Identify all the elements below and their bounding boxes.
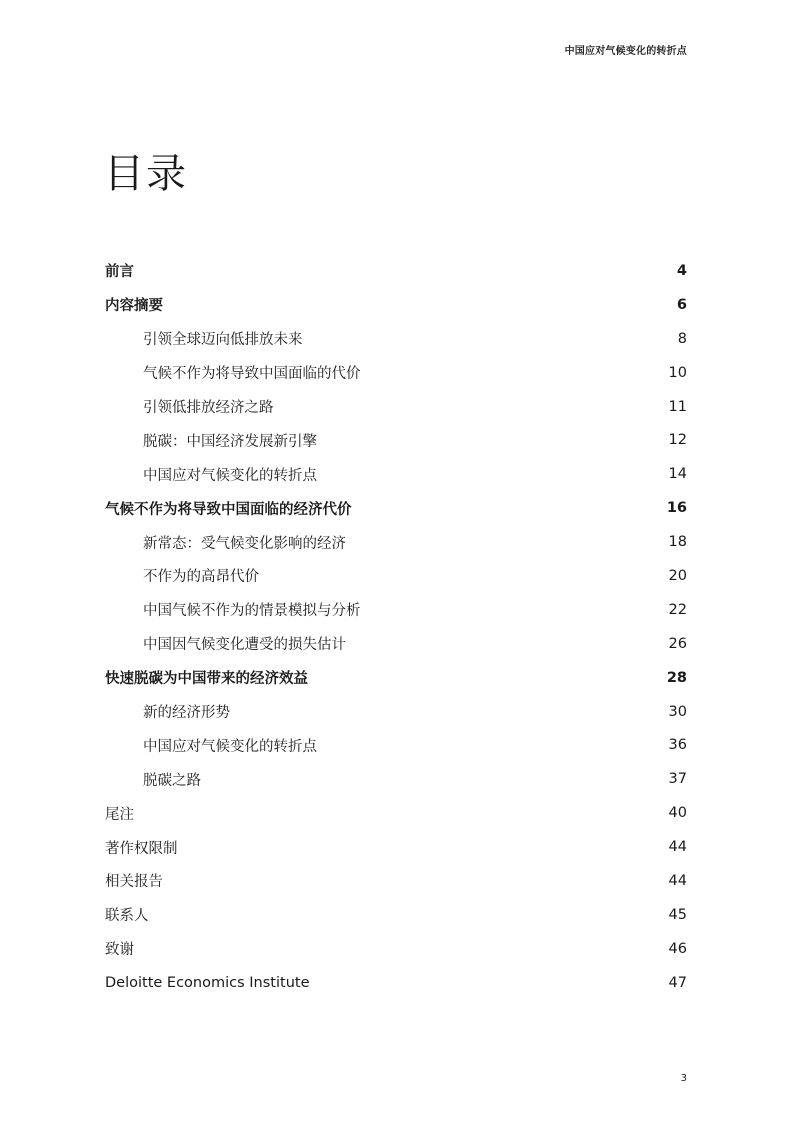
toc-subentry[interactable] (105, 762, 687, 796)
toc-entry-label[interactable]: 致谢 (105, 942, 134, 959)
toc-entry-label[interactable]: 引领全球迈向低排放未来 (143, 332, 303, 349)
toc-entry-page: 10 (668, 364, 687, 381)
toc-subentry[interactable] (105, 559, 687, 593)
toc-entry-label[interactable]: 脱碳之路 (143, 772, 201, 789)
page-number: 3 (680, 1073, 687, 1084)
toc-entry-copyright[interactable] (105, 830, 687, 864)
toc-entry-acknowledgements[interactable] (105, 932, 687, 966)
toc-entry-label[interactable]: 内容摘要 (105, 298, 163, 315)
toc-subentry[interactable] (105, 627, 687, 661)
toc-entry-contacts[interactable] (105, 898, 687, 932)
toc-entry-page: 44 (668, 872, 687, 889)
toc-subentry[interactable] (105, 356, 687, 390)
toc-entry-endnotes[interactable] (105, 796, 687, 830)
toc-entry-page: 45 (668, 906, 687, 923)
toc-entry-page: 4 (676, 262, 687, 279)
toc-entry-label[interactable]: 著作权限制 (105, 840, 178, 857)
toc-entry-label[interactable]: 新常态：受气候变化影响的经济 (143, 535, 346, 552)
toc-entry-page: 8 (677, 330, 687, 347)
toc-entry-cost-of-inaction[interactable] (105, 491, 687, 525)
page-title: 目录 (104, 151, 188, 197)
toc-entry-decarbonisation-benefits[interactable] (105, 661, 687, 695)
toc-entry-deloitte-institute[interactable] (105, 966, 687, 1000)
toc-subentry[interactable] (105, 322, 687, 356)
toc-entry-label[interactable]: 气候不作为将导致中国面临的经济代价 (105, 501, 352, 518)
toc-subentry[interactable] (105, 728, 687, 762)
toc-entry-page: 46 (668, 940, 687, 957)
toc-entry-preface[interactable] (105, 254, 687, 288)
toc-entry-label[interactable]: 中国因气候变化遭受的损失估计 (143, 637, 346, 654)
toc-entry-label[interactable]: 中国应对气候变化的转折点 (143, 467, 317, 484)
toc-entry-page: 47 (668, 974, 687, 991)
toc-entry-label[interactable]: Deloitte Economics Institute (105, 974, 310, 991)
toc-subentry[interactable] (105, 525, 687, 559)
toc-entry-label[interactable]: 不作为的高昂代价 (143, 569, 259, 586)
toc-entry-label[interactable]: 气候不作为将导致中国面临的代价 (143, 366, 361, 383)
toc-entry-page: 16 (666, 500, 687, 517)
toc-entry-page: 12 (668, 432, 687, 449)
toc-entry-related-reports[interactable] (105, 864, 687, 898)
toc-subentry[interactable] (105, 695, 687, 729)
toc-entry-page: 14 (668, 466, 687, 483)
toc-subentry[interactable] (105, 593, 687, 627)
toc-entry-page: 36 (668, 737, 687, 754)
toc-entry-label[interactable]: 快速脱碳为中国带来的经济效益 (105, 671, 308, 688)
toc-entry-page: 11 (668, 398, 687, 415)
toc-entry-label[interactable]: 前言 (105, 264, 134, 281)
toc-entry-page: 30 (668, 703, 687, 720)
toc-entry-label[interactable]: 相关报告 (105, 874, 163, 891)
toc-entry-page: 44 (668, 839, 687, 856)
toc-subentry[interactable] (105, 423, 687, 457)
toc-entry-label[interactable]: 脱碳：中国经济发展新引擎 (143, 433, 317, 450)
toc-entry-label[interactable]: 中国气候不作为的情景模拟与分析 (143, 603, 361, 620)
toc-entry-page: 37 (668, 771, 687, 788)
toc-entry-page: 40 (668, 805, 687, 822)
toc-entry-label[interactable]: 引领低排放经济之路 (143, 400, 274, 416)
toc-entry-page: 20 (668, 567, 687, 584)
toc-subentry[interactable] (105, 390, 687, 424)
table-of-contents (105, 254, 687, 1000)
toc-entry-page: 28 (666, 669, 687, 686)
running-header: 中国应对气候变化的转折点 (564, 46, 687, 57)
toc-subentry[interactable] (105, 457, 687, 491)
toc-entry-page: 6 (676, 296, 687, 313)
toc-entry-summary[interactable] (105, 288, 687, 322)
toc-entry-page: 18 (668, 534, 687, 551)
toc-entry-label[interactable]: 中国应对气候变化的转折点 (143, 738, 317, 755)
toc-entry-page: 22 (668, 601, 687, 618)
toc-entry-label[interactable]: 尾注 (105, 806, 134, 823)
toc-entry-label[interactable]: 联系人 (105, 908, 149, 925)
toc-entry-label[interactable]: 新的经济形势 (143, 705, 230, 722)
toc-entry-page: 26 (668, 635, 687, 652)
